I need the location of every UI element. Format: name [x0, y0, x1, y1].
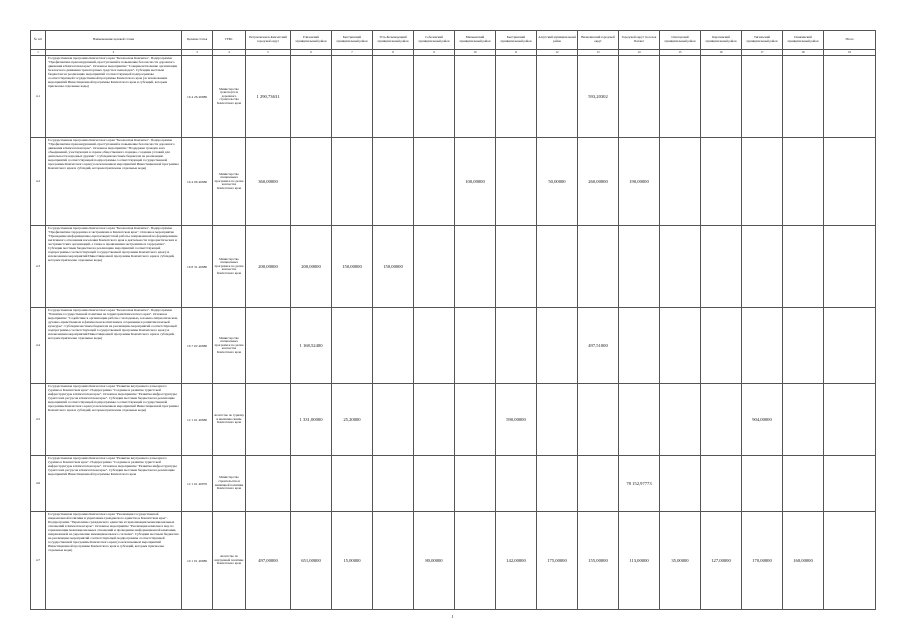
- row-amount: [783, 384, 824, 456]
- column-number: 15: [660, 50, 701, 56]
- row-amount: 590,00000: [496, 384, 537, 456]
- column-number: 18: [783, 50, 824, 56]
- budget-table-sheet: [30, 30, 875, 610]
- row-number: 4.6: [31, 456, 46, 512]
- row-number: 4.2: [31, 138, 46, 226]
- row-amount: [660, 308, 701, 384]
- column-header: Пенжинский муниципальный район: [783, 31, 824, 50]
- row-amount: [742, 226, 783, 308]
- row-amount: [414, 56, 455, 138]
- row-number: 4.1: [31, 56, 46, 138]
- row-amount: [414, 138, 455, 226]
- row-amount: [783, 456, 824, 512]
- row-amount: [783, 138, 824, 226]
- row-description: Государственная программа Камчатского края "Безопасная Камчатка". Подпрограмма "Развитие государственной политики на территории Камчатского края". Основное мероприятие "Содействие в организации работы с молодежью, в военно-патриотическом, духовно-нравственном и физическом воспитании и сохранении и развитии казачьей культуры". Субсидии местным бюджетам на реализацию мероприятий соответствующей подпрограммы соответствующей государственной программы Камчатского края (за исключением мероприятий Инвестиционной программы Камчатского края и субсидий, которым присвоены отдельные коды): [46, 308, 182, 384]
- row-amount: 78 152,97773: [619, 456, 660, 512]
- row-amount: [496, 138, 537, 226]
- row-amount: [455, 384, 496, 456]
- row-amount: [742, 56, 783, 138]
- row-amount: [824, 456, 876, 512]
- row-amount: [373, 512, 414, 610]
- column-header: Итого: [824, 31, 876, 50]
- column-number: 8: [373, 50, 414, 56]
- column-header: ГРБС: [213, 31, 246, 50]
- column-header: Усть-Большерецкий муниципальный район: [373, 31, 414, 50]
- row-amount: [660, 56, 701, 138]
- column-header: Елизовский муниципальный район: [291, 31, 332, 50]
- column-header: Целевая статья: [182, 31, 213, 50]
- row-amount: 170,00000: [742, 512, 783, 610]
- row-amount: [332, 138, 373, 226]
- row-amount: [455, 512, 496, 610]
- row-amount: 127,00000: [701, 512, 742, 610]
- table-row: [31, 308, 876, 384]
- row-amount: [373, 384, 414, 456]
- column-number: 14: [619, 50, 660, 56]
- row-amount: [742, 456, 783, 512]
- row-administrator: Агентство по внутренней политике Камчатского края: [213, 512, 246, 610]
- column-header: Быстринский муниципальный район: [496, 31, 537, 50]
- column-number: 11: [496, 50, 537, 56]
- row-administrator: Министерство специальных программ и по делам казачества Камчатского края: [213, 138, 246, 226]
- row-amount: [742, 308, 783, 384]
- column-header: Соболевский муниципальный район: [414, 31, 455, 50]
- row-amount: [373, 456, 414, 512]
- header-row: [31, 31, 876, 50]
- column-header: Быстринский муниципальный район: [332, 31, 373, 50]
- row-target-code: 12 1 01 40070: [182, 456, 213, 512]
- row-amount: [332, 308, 373, 384]
- row-amount: [701, 384, 742, 456]
- row-amount: [742, 138, 783, 226]
- row-amount: 50,00000: [537, 138, 578, 226]
- row-amount: 651,00000: [291, 512, 332, 610]
- row-amount: [824, 384, 876, 456]
- row-amount: [414, 456, 455, 512]
- column-number: 1: [31, 50, 46, 56]
- row-amount: 100,00000: [455, 138, 496, 226]
- row-description: Государственная программа Камчатского края "Безопасная Камчатка". Подпрограмма "Профилактика правонарушений, преступлений и повышение безопасности дорожного движения в Камчатском крае". Основное мероприятие "Поддержка граждан и их объединений, участвующих в охране общественного порядка, создание условий для деятельности народных дружин". Субсидии местным бюджетам на реализацию мероприятий соответствующей подпрограммы соответствующей государственной программы Камчатского края (за исключением мероприятий Инвестиционной программы Камчатского края и субсидий, которым присвоены отдельные коды): [46, 138, 182, 226]
- column-header: Мильковский муниципальный район: [455, 31, 496, 50]
- column-number: 13: [578, 50, 619, 56]
- row-administrator: Агентство по туризму и внешним связям Камчатского края: [213, 384, 246, 456]
- row-amount: [824, 226, 876, 308]
- column-number: 17: [742, 50, 783, 56]
- row-amount: [701, 456, 742, 512]
- row-amount: 35,00000: [660, 512, 701, 610]
- row-amount: [537, 384, 578, 456]
- table-row: [31, 384, 876, 456]
- row-amount: [660, 226, 701, 308]
- table-row: [31, 56, 876, 138]
- row-amount: [824, 56, 876, 138]
- row-amount: [619, 56, 660, 138]
- row-target-code: 12 1 01 40080: [182, 384, 213, 456]
- row-amount: [537, 308, 578, 384]
- row-amount: 80,00000: [414, 512, 455, 610]
- row-amount: [332, 56, 373, 138]
- column-number: 5: [246, 50, 291, 56]
- row-amount: 150,00000: [332, 226, 373, 308]
- row-amount: 593,20302: [578, 56, 619, 138]
- row-amount: 150,00000: [373, 226, 414, 308]
- row-amount: 360,00000: [246, 138, 291, 226]
- column-number: 16: [701, 50, 742, 56]
- row-amount: [701, 56, 742, 138]
- row-amount: [373, 138, 414, 226]
- row-amount: 1 290,73631: [246, 56, 291, 138]
- row-description: Государственная программа Камчатского края "Развитие внутреннего и въездного туризма в Камчатском крае". Подпрограмма "Создание и развитие туристской инфраструктуры в Камчатском крае". Основное мероприятие "Развитие инфраструктуры туристских ресурсов в Камчатском крае". Субсидии местным бюджетам на реализацию мероприятий соответствующей подпрограммы соответствующей государственной программы Камчатского края (за исключением мероприятий Инвестиционной программы Камчатского края и субсидий, которым присвоены отдельные коды): [46, 384, 182, 456]
- column-header: Карагинский муниципальный район: [701, 31, 742, 50]
- row-amount: 155,00000: [578, 512, 619, 610]
- row-amount: [373, 308, 414, 384]
- row-amount: [414, 384, 455, 456]
- row-amount: [332, 456, 373, 512]
- row-target-code: 16 4 26 40080: [182, 56, 213, 138]
- row-amount: 175,00000: [537, 512, 578, 610]
- row-amount: [455, 226, 496, 308]
- row-description: Государственная программа Камчатского края "Развитие внутреннего и въездного туризма в Камчатском крае". Подпрограмма "Создание и развитие туристской инфраструктуры в Камчатском крае". Основное мероприятие "Развитие инфраструктуры туристских ресурсов в Камчатском крае". Субсидии местным бюджетам на реализацию мероприятий Инвестиционной программы Камчатского края: [46, 456, 182, 512]
- row-amount: [578, 226, 619, 308]
- row-amount: [373, 56, 414, 138]
- column-number: 7: [332, 50, 373, 56]
- row-target-code: 16 8 31 40080: [182, 226, 213, 308]
- row-amount: 1 168,52400: [291, 308, 332, 384]
- column-header: Алеутский муниципальный район: [537, 31, 578, 50]
- row-administrator: Министерство транспорта и дорожного строительства Камчатского края: [213, 56, 246, 138]
- column-header: Наименование целевой статьи: [46, 31, 182, 50]
- row-amount: [537, 226, 578, 308]
- row-amount: 200,00000: [246, 226, 291, 308]
- row-amount: [496, 308, 537, 384]
- row-administrator: Министерство специальных программ и по делам казачества Камчатского края: [213, 226, 246, 308]
- column-header: Городской округ 'поселок Палана': [619, 31, 660, 50]
- column-number: 9: [414, 50, 455, 56]
- column-header: Тигильский муниципальный район: [742, 31, 783, 50]
- row-amount: [537, 56, 578, 138]
- row-amount: 142,00000: [496, 512, 537, 610]
- row-amount: 25,20000: [332, 384, 373, 456]
- column-number: 10: [455, 50, 496, 56]
- row-amount: 15,00000: [332, 512, 373, 610]
- row-target-code: 16 7 02 40080: [182, 308, 213, 384]
- row-amount: 113,00000: [619, 512, 660, 610]
- row-amount: [291, 138, 332, 226]
- row-amount: [783, 308, 824, 384]
- row-amount: [783, 56, 824, 138]
- row-amount: 200,00000: [291, 226, 332, 308]
- row-amount: [619, 384, 660, 456]
- column-number: 12: [537, 50, 578, 56]
- row-amount: [455, 456, 496, 512]
- row-amount: [619, 226, 660, 308]
- row-amount: [701, 308, 742, 384]
- row-amount: [701, 138, 742, 226]
- row-amount: [496, 226, 537, 308]
- row-amount: [414, 308, 455, 384]
- row-number: 4.5: [31, 384, 46, 456]
- column-number: 6: [291, 50, 332, 56]
- table-row: [31, 138, 876, 226]
- row-amount: 260,00000: [578, 138, 619, 226]
- row-amount: [783, 226, 824, 308]
- row-amount: 904,00000: [742, 384, 783, 456]
- row-amount: [537, 456, 578, 512]
- column-number: 2: [46, 50, 182, 56]
- table-row: [31, 512, 876, 610]
- row-amount: 160,00000: [783, 512, 824, 610]
- row-amount: [701, 226, 742, 308]
- row-amount: [246, 384, 291, 456]
- row-amount: [619, 308, 660, 384]
- row-amount: [414, 226, 455, 308]
- column-header: Олюторский муниципальный район: [660, 31, 701, 50]
- column-number: 4: [213, 50, 246, 56]
- row-amount: [660, 138, 701, 226]
- column-header: № п/п: [31, 31, 46, 50]
- distribution-table: [30, 30, 876, 610]
- row-amount: [455, 308, 496, 384]
- row-description: Государственная программа Камчатского края "Безопасная Камчатка". Подпрограмма "Профилактика терроризма и экстремизма в Камчатском крае". Основное мероприятие "Проведение информационно-пропагандистской работы, направленной на формирование негативного отношения населения Камчатского края к деятельности террористических и экстремистских организаций, а также к проявлениям экстремизма и терроризма". Субсидии местным бюджетам на реализацию мероприятий соответствующей подпрограммы соответствующей государственной программы Камчатского края (за исключением мероприятий Инвестиционной программы Камчатского края и субсидий, которым присвоены отдельные коды): [46, 226, 182, 308]
- table-row: [31, 226, 876, 308]
- page-number: 1: [451, 614, 454, 619]
- row-amount: [660, 456, 701, 512]
- table-row: [31, 456, 876, 512]
- row-amount: [291, 456, 332, 512]
- row-number: 4.3: [31, 226, 46, 308]
- row-amount: [578, 456, 619, 512]
- row-amount: 497,51000: [578, 308, 619, 384]
- row-administrator: Министерство специальных программ и по делам казачества Камчатского края: [213, 308, 246, 384]
- row-amount: [291, 56, 332, 138]
- row-number: 4.4: [31, 308, 46, 384]
- row-amount: [246, 456, 291, 512]
- row-amount: 1 331,00000: [291, 384, 332, 456]
- row-amount: [496, 456, 537, 512]
- row-description: Государственная программа Камчатского края "Реализация государственной национальной политики и укрепление гражданского единства в Камчатском крае". Подпрограмма "Укрепление гражданского единства и гармонизация межнациональных отношений в Камчатском крае". Основное мероприятие "Реализация комплекса мер по гармонизации межнациональных отношений и проведению информационной кампании, направленной на укрепление межнационального согласия". Субсидии местным бюджетам на реализацию мероприятий соответствующей подпрограммы соответствующей государственной программы Камчатского края (за исключением мероприятий Инвестиционной программы Камчатского края и субсидий, которым присвоены отдельные коды): [46, 512, 182, 610]
- row-amount: [578, 384, 619, 456]
- row-amount: [824, 138, 876, 226]
- row-amount: 497,00000: [246, 512, 291, 610]
- row-target-code: 19 1 01 40080: [182, 512, 213, 610]
- row-target-code: 16 4 06 40080: [182, 138, 213, 226]
- row-amount: [824, 512, 876, 610]
- column-header: Вилючинский городской округ: [578, 31, 619, 50]
- column-number: 3: [182, 50, 213, 56]
- row-number: 4.7: [31, 512, 46, 610]
- row-amount: [824, 308, 876, 384]
- row-amount: [496, 56, 537, 138]
- row-description: Государственная программа Камчатского края "Безопасная Камчатка". Подпрограмма "Профилактика правонарушений, преступлений и повышение безопасности дорожного движения в Камчатском крае". Основное мероприятие "Совершенствование организации безопасного движения транспортных средств и пешеходов". Субсидии местным бюджетам на реализацию мероприятий соответствующей подпрограммы соответствующей государственной программы Камчатского края (за исключением мероприятий Инвестиционной программы Камчатского края и субсидий, которым присвоены отдельные коды): [46, 56, 182, 138]
- row-amount: [246, 308, 291, 384]
- row-administrator: Министерство строительства и жилищной политики Камчатского края: [213, 456, 246, 512]
- column-header: Петропавловск-Камчатский городской округ: [246, 31, 291, 50]
- column-number: 19: [824, 50, 876, 56]
- row-amount: [455, 56, 496, 138]
- row-amount: 190,00000: [619, 138, 660, 226]
- row-amount: [660, 384, 701, 456]
